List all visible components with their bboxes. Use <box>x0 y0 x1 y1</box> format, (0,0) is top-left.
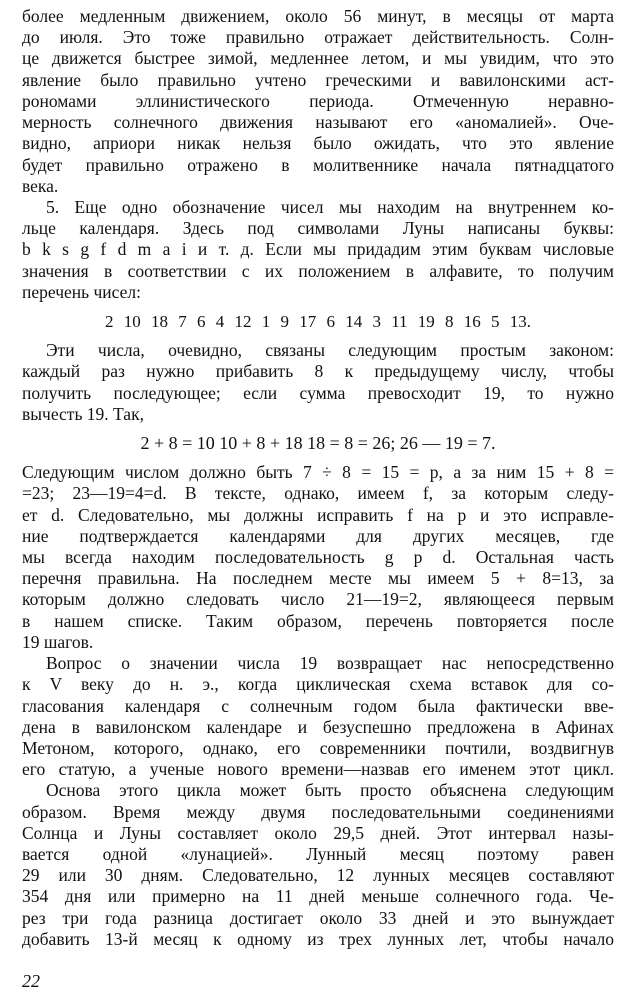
equation-line: 2 + 8 = 10 10 + 8 + 18 18 = 8 = 26; 26 — 19 = 7. <box>140 433 496 453</box>
text-line: льце календаря. Здесь под символами Луны написаны буквы: <box>22 218 614 239</box>
text-line: Вопрос о значении числа 19 возвращает нас непосредственно <box>46 653 614 674</box>
text-line: которым должно следовать число 21—19=2, являющееся первым <box>22 589 614 610</box>
text-line: вычесть 19. Так, <box>22 403 144 424</box>
text-line: мерность солнечного движения называют его «аномалией». Оче- <box>22 112 614 132</box>
text-line: ние подтверждается календарями для других месяцев, где <box>22 525 614 546</box>
text-line: Метоном, которого, однако, его современники почтили, воздвигнув <box>22 737 614 758</box>
text-line: будет правильно отражено в молитвеннике начала пятнадцатого <box>22 154 614 175</box>
text-line: перечень чисел: <box>22 281 142 302</box>
text-line: Основа этого цикла может быть просто объяснена следующим <box>46 780 614 801</box>
text-line: 5. Еще одно обозначение чисел мы находим на внутреннем ко- <box>46 196 614 217</box>
text-line: получить последующее; если сумма превосходит 19, то нужно <box>22 382 614 403</box>
text-line: видно, априори никак нельзя было ожидать, что это явление <box>22 133 614 154</box>
text-line: рономами эллинистического периода. Отмеченную неравно- <box>22 90 614 111</box>
text-line: вается одной «лунацией». Лунный месяц поэтому равен <box>22 844 614 864</box>
text-line: к V веку до н. э., когда циклическая схема вставок для со- <box>22 674 614 695</box>
text-line: значения в соответствии с их положением в алфавите, то получим <box>22 260 614 281</box>
text-line: ет d. Следовательно, мы должны исправить f на p и это исправле- <box>22 504 614 525</box>
text-line: =23; 23—19=4=d. В тексте, однако, имеем f, за которым следу- <box>22 483 614 504</box>
text-line: мы всегда находим последовательность g p d. Остальная часть <box>22 547 614 567</box>
text-line: каждый раз нужно прибавить 8 к предыдущему числу, чтобы <box>22 361 614 382</box>
text-line: его статую, а ученые нового времени—назвав его именем этот цикл. <box>22 759 614 780</box>
text-line: Солнца и Луны составляет около 29,5 дней. Этот интервал назы- <box>22 822 614 843</box>
text-line: перечня правильна. На последнем месте мы имеем 5 + 8=13, за <box>22 568 614 589</box>
text-line: до июля. Это тоже правильно отражает действительность. Солн- <box>22 27 614 48</box>
text-line: явление было правильно учтено греческими и вавилонскими аст- <box>22 69 614 90</box>
number-sequence: 2 10 18 7 6 4 12 1 9 17 6 14 3 11 19 8 16 5 13. <box>104 311 532 331</box>
text-line: более медленным движением, около 56 минут, в месяцы от марта <box>22 6 614 26</box>
text-line: Эти числа, очевидно, связаны следующим простым законом: <box>46 340 614 361</box>
text-line: рез три года разница достигает около 33 дней и это вынуждает <box>22 907 614 928</box>
text-line: гласования календаря с солнечным годом была фактически вве- <box>22 695 614 716</box>
text-line: века. <box>22 175 59 196</box>
text-line: дена в вавилонском календаре и безуспешно предложена в Афинах <box>22 716 614 737</box>
page-number: 22 <box>22 971 40 991</box>
text-line: 354 дня или примерно на 11 дней меньше солнечного года. Че- <box>22 886 614 907</box>
text-line: Следующим числом должно быть 7 ÷ 8 = 15 = p, а за ним 15 + 8 = <box>22 462 614 483</box>
text-line: b k s g f d m a i и т. д. Если мы придадим этим буквам числовые <box>22 239 614 260</box>
text-line: добавить 13-й месяц к одному из трех лунных лет, чтобы начало <box>22 928 614 949</box>
text-line: образом. Время между двумя последовательными соединениями <box>22 801 614 822</box>
text-line: 29 или 30 дням. Следовательно, 12 лунных месяцев составляют <box>22 865 614 886</box>
text-line: це движется быстрее зимой, медленнее летом, и мы увидим, что это <box>22 48 614 69</box>
text-line: в нашем списке. Таким образом, перечень повторяется после <box>22 610 614 631</box>
text-line: 19 шагов. <box>22 631 94 652</box>
